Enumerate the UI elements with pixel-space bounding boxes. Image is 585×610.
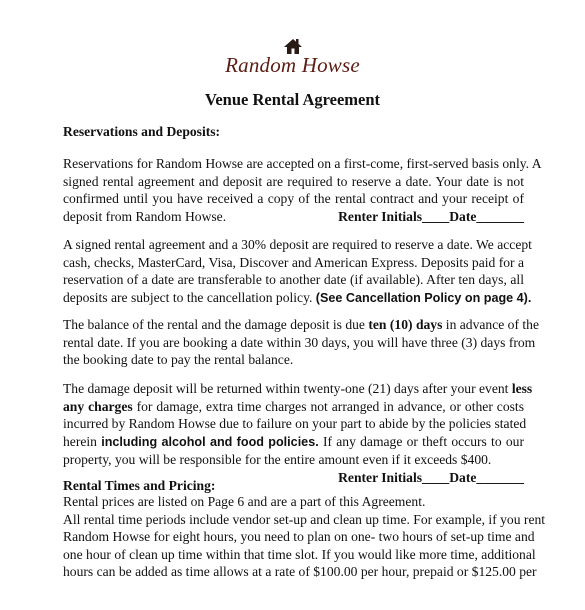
cancellation-policy-reference: (See Cancellation Policy on page 4). [315, 290, 532, 305]
logo [0, 38, 585, 77]
text-fragment-bold: ten (10) days [368, 317, 443, 332]
text-line: rental date. If you are booking a date within 30 days, you will have three (3) days from [63, 334, 536, 350]
text-line: All rental time periods include vendor set-up and clean up time. For example, if you rent [63, 511, 546, 527]
document-title: Venue Rental Agreement [204, 90, 381, 109]
text-line: reservation of a date are transferable to another date (if available). After ten days, all [63, 272, 524, 287]
text-line: incurred by Random Howse due to failure on your part to abide by the policies stated [63, 416, 527, 431]
text-line [63, 289, 532, 308]
reservations-paragraph-2 [63, 236, 532, 307]
text-fragment: The damage deposit will be returned within twenty-one (21) days after your event [63, 381, 512, 396]
text-fragment: The balance of the rental and the damage deposit is due [63, 317, 369, 332]
text-fragment: in advance of the [442, 317, 540, 332]
text-line [63, 433, 524, 452]
rental-times-paragraph [63, 493, 546, 581]
text-line: confirmed until you have received a copy of the rental contract and your receipt of [63, 191, 524, 206]
text-line: A signed rental agreement and a 30% deposit are required to reserve a date. We accept [63, 237, 532, 252]
reservations-paragraph-1 [63, 155, 542, 225]
text-line [63, 398, 524, 416]
renter-initials-date-field: Renter Initials____Date_______ [338, 469, 524, 485]
text-fragment: deposits are subject to the cancellation policy. [63, 289, 316, 305]
text-line: property, you will be responsible for the entire amount even if it exceeds $400. [63, 452, 492, 467]
text-line: the booking date to pay the rental balance. [63, 352, 294, 367]
rental-times-heading: Rental Times and Pricing: [63, 478, 216, 493]
text-fragment-bold: any charges [63, 398, 133, 414]
text-fragment: for damage, extra time charges not arranged in advance, or other costs [132, 398, 524, 414]
text-line [63, 208, 524, 226]
renter-initials-date-field: Renter Initials____Date_______ [338, 208, 524, 224]
text-line: one hour of clean up time within that time slot. If you would like more time, additional [63, 546, 536, 562]
text-line: cash, checks, MasterCard, Visa, Discover and American Express. Deposits paid for a [63, 254, 524, 270]
text-line: Random Howse for eight hours, you need to plan on one- two hours of set-up time and [63, 529, 535, 544]
text-fragment: deposit from Random Howse. [63, 208, 227, 224]
text-line: Rental prices are listed on Page 6 and are a part of this Agreement. [63, 494, 426, 509]
logo-text: Random Howse [225, 53, 360, 77]
reservations-paragraph-3 [63, 316, 540, 369]
text-fragment-bold: including alcohol and food policies. [101, 434, 319, 449]
text-fragment: herein [63, 433, 102, 449]
text-line: signed rental agreement and deposit are required to reserve a date. Your date is not [63, 173, 524, 189]
text-line [63, 316, 540, 334]
reservations-paragraph-4 [63, 380, 533, 486]
text-line [63, 380, 533, 398]
reservations-heading: Reservations and Deposits: [63, 124, 221, 139]
house-icon [283, 38, 303, 54]
text-fragment-bold: less [511, 381, 533, 396]
text-fragment: If any damage or theft occurs to our [318, 433, 524, 449]
text-line: Reservations for Random Howse are accepted on a first-come, first-served basis only. A [63, 156, 542, 171]
text-line: hours can be added as time allows at a rate of $100.00 per hour, prepaid or $125.00 per [63, 564, 537, 579]
